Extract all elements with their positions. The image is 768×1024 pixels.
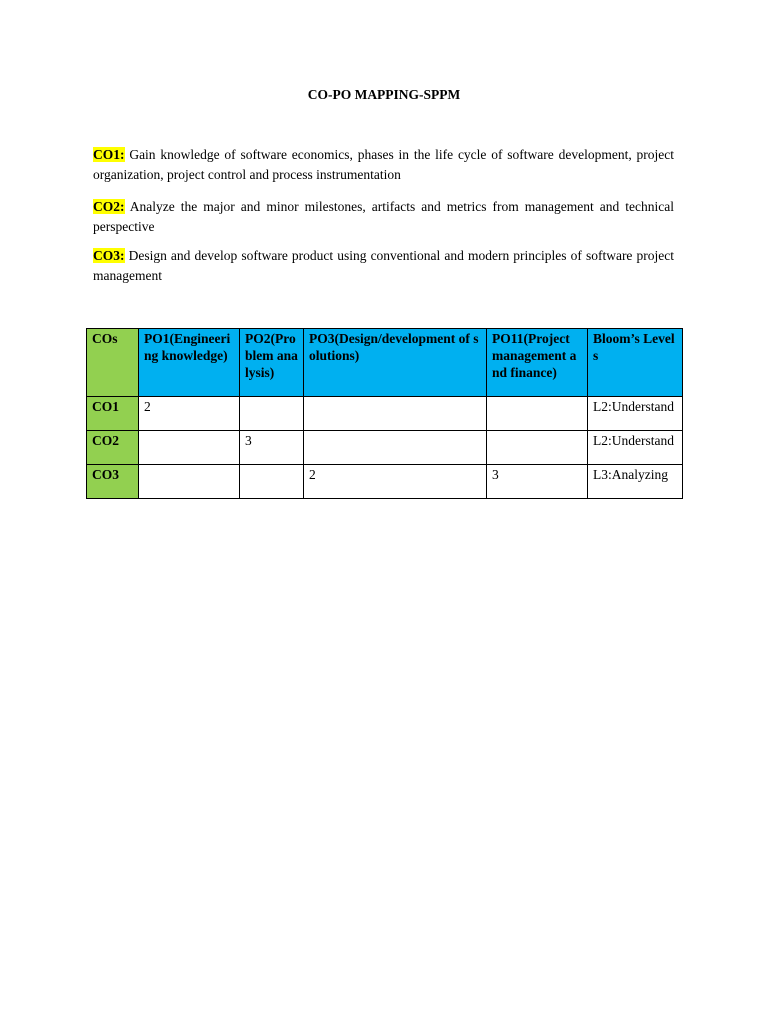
course-outcome-2 bbox=[93, 197, 674, 237]
course-outcome-3 bbox=[93, 246, 674, 286]
co1-code: CO1: bbox=[93, 147, 125, 162]
cell-po11 bbox=[487, 431, 588, 465]
co2-code: CO2: bbox=[93, 199, 125, 214]
row-co-label: CO1 bbox=[87, 397, 139, 431]
cell-blooms-level: L2:Understand bbox=[588, 397, 683, 431]
co1-description: Gain knowledge of software economics, phases in the life cycle of software development, project organization, project control and process instrumentation bbox=[93, 147, 674, 182]
cell-po3 bbox=[304, 397, 487, 431]
cell-blooms-level: L2:Understand bbox=[588, 431, 683, 465]
header-po1: PO1(Engineering knowledge) bbox=[139, 329, 240, 397]
cell-po1 bbox=[139, 431, 240, 465]
co2-description: Analyze the major and minor milestones, artifacts and metrics from management and technical perspective bbox=[93, 199, 674, 234]
cell-po2: 3 bbox=[240, 431, 304, 465]
co3-code: CO3: bbox=[93, 248, 125, 263]
table-header-row bbox=[87, 329, 683, 397]
cell-po2 bbox=[240, 397, 304, 431]
cell-po1: 2 bbox=[139, 397, 240, 431]
table-row bbox=[87, 465, 683, 499]
header-po2: PO2(Problem analysis) bbox=[240, 329, 304, 397]
page-title: CO-PO MAPPING-SPPM bbox=[307, 87, 461, 102]
co-po-mapping-table bbox=[86, 328, 683, 499]
header-po3: PO3(Design/development of solutions) bbox=[304, 329, 487, 397]
table-row bbox=[87, 431, 683, 465]
cell-po1 bbox=[139, 465, 240, 499]
cell-po11 bbox=[487, 397, 588, 431]
cell-po2 bbox=[240, 465, 304, 499]
cell-blooms-level: L3:Analyzing bbox=[588, 465, 683, 499]
row-co-label: CO3 bbox=[87, 465, 139, 499]
row-co-label: CO2 bbox=[87, 431, 139, 465]
header-blooms-levels: Bloom’s Levels bbox=[588, 329, 683, 397]
cell-po11: 3 bbox=[487, 465, 588, 499]
course-outcome-1 bbox=[93, 145, 674, 185]
cell-po3 bbox=[304, 431, 487, 465]
co3-description: Design and develop software product using conventional and modern principles of software project management bbox=[93, 248, 674, 283]
header-cos: COs bbox=[87, 329, 139, 397]
table-row bbox=[87, 397, 683, 431]
cell-po3: 2 bbox=[304, 465, 487, 499]
header-po11: PO11(Project management and finance) bbox=[487, 329, 588, 397]
